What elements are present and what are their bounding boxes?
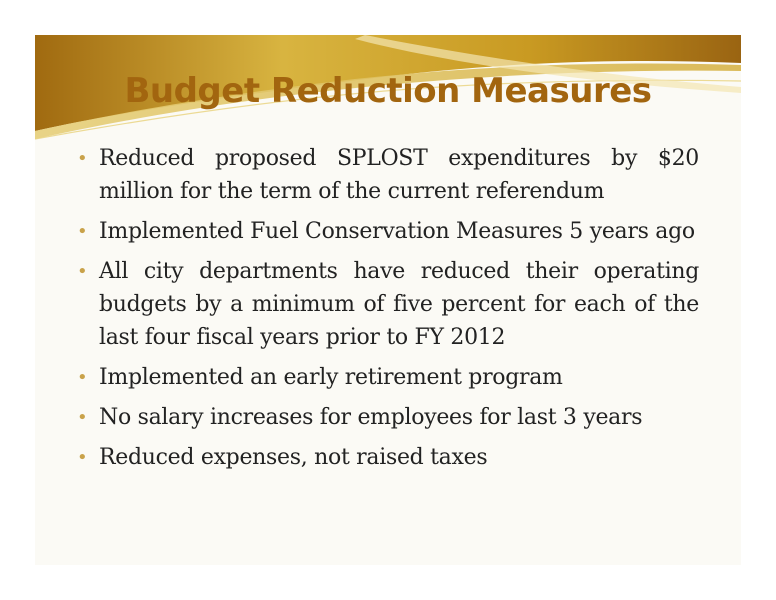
list-item-text: All city departments have reduced their operating budgets by a minimum of five percent for each of the last four fiscal years prior to FY 2012 xyxy=(99,259,699,350)
list-item-text: Implemented an early retirement program xyxy=(99,365,563,390)
bullet-list xyxy=(77,142,699,481)
list-item xyxy=(77,215,699,248)
bullet-dot-icon: • xyxy=(77,367,88,388)
list-item xyxy=(77,441,699,474)
bullet-dot-icon: • xyxy=(77,148,88,169)
bullet-dot-icon: • xyxy=(77,447,88,468)
slide xyxy=(35,35,741,565)
bullet-dot-icon: • xyxy=(77,261,88,282)
bullet-dot-icon: • xyxy=(77,407,88,428)
slide-title: Budget Reduction Measures xyxy=(124,71,652,111)
list-item xyxy=(77,142,699,208)
list-item-text: Reduced expenses, not raised taxes xyxy=(99,445,488,470)
bullet-dot-icon: • xyxy=(77,221,88,242)
list-item xyxy=(77,361,699,394)
list-item xyxy=(77,255,699,354)
list-item-text: Implemented Fuel Conservation Measures 5 years ago xyxy=(99,219,695,244)
list-item-text: Reduced proposed SPLOST expenditures by $20 million for the term of the current referendum xyxy=(99,146,699,204)
list-item xyxy=(77,401,699,434)
list-item-text: No salary increases for employees for last 3 years xyxy=(99,405,643,430)
